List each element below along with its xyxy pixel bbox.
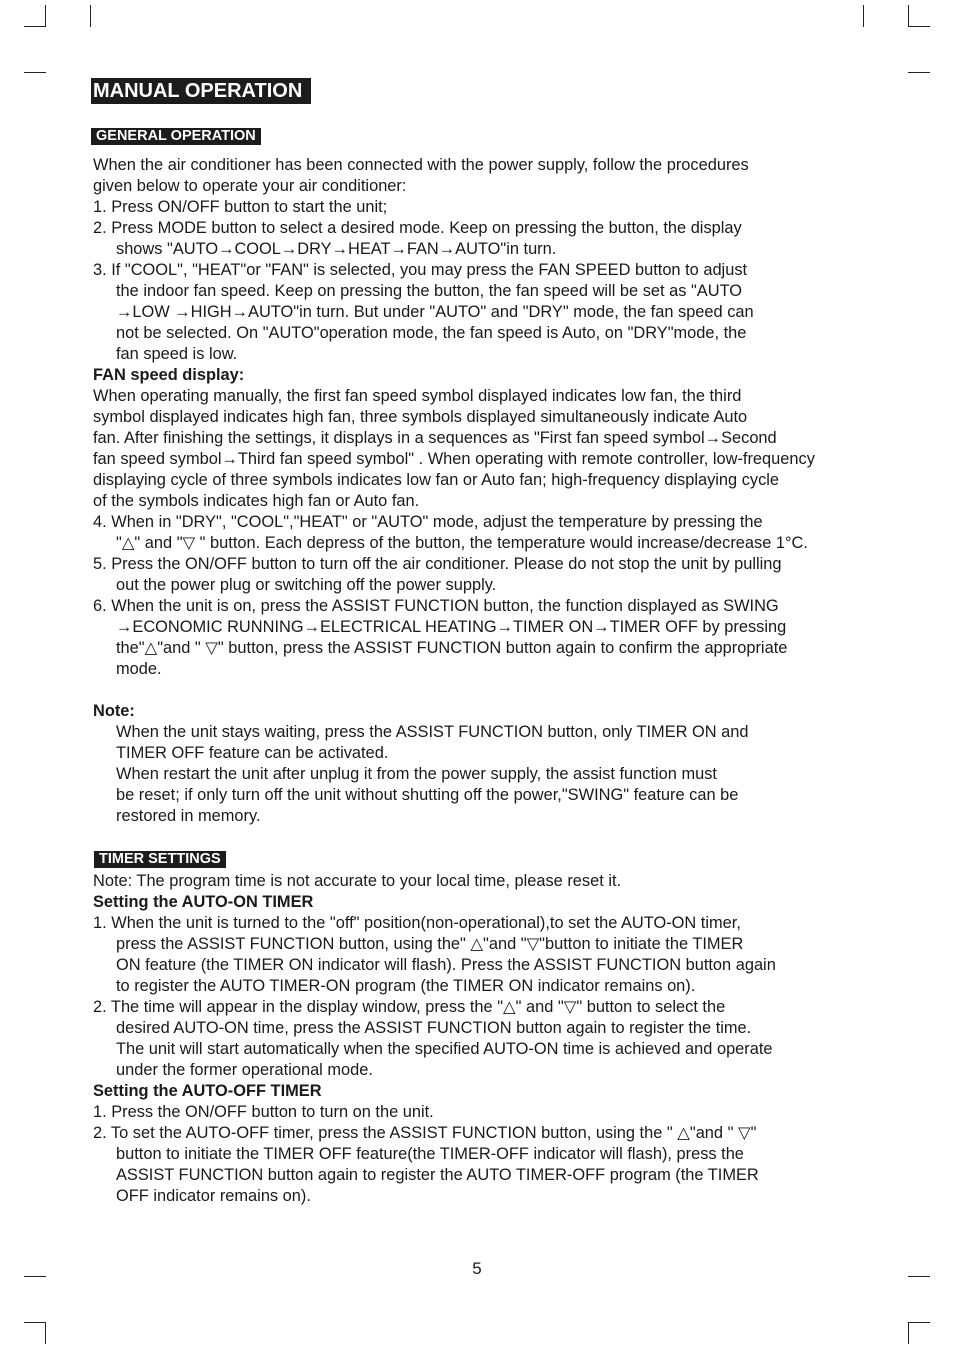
note-heading: Note: [93,702,135,720]
body-line: OFF indicator remains on). [116,1187,311,1205]
body-line: button to initiate the TIMER OFF feature(the TIMER-OFF indicator will flash), press the [116,1145,744,1163]
note-line: restored in memory. [116,807,261,825]
fan-speed-heading: FAN speed display: [93,366,245,384]
body-line: to register the AUTO TIMER-ON program (the TIMER ON indicator remains on). [116,977,696,995]
body-line: displaying cycle of three symbols indicates low fan or Auto fan; high-frequency displaying cycle [93,471,780,489]
body-line: mode. [116,660,162,678]
note-line: be reset; if only turn off the unit without shutting off the power,"SWING" feature can be [116,786,739,804]
timer-settings-heading: TIMER SETTINGS [94,851,226,868]
body-line: →LOW →HIGH→AUTO"in turn. But under "AUTO" and "DRY" mode, the fan speed can [116,303,754,321]
body-line: of the symbols indicates high fan or Auto fan. [93,492,420,510]
body-line: 3. If "COOL", "HEAT"or "FAN" is selected, you may press the FAN SPEED button to adjust [93,261,748,279]
body-line: 2. To set the AUTO-OFF timer, press the ASSIST FUNCTION button, using the " △"and " ▽" [93,1124,757,1142]
body-line: 2. The time will appear in the display window, press the "△" and "▽" button to select the [93,998,726,1016]
body-line: 5. Press the ON/OFF button to turn off the air conditioner. Please do not stop the unit by pulling [93,555,782,573]
crop-mark [908,26,930,27]
body-line: ASSIST FUNCTION button again to register the AUTO TIMER-OFF program (the TIMER [116,1166,759,1184]
body-line: given below to operate your air conditioner: [93,177,407,195]
crop-mark [24,72,46,73]
crop-mark [45,1322,46,1344]
body-line: 6. When the unit is on, press the ASSIST FUNCTION button, the function displayed as SWING [93,597,779,615]
page-number: 5 [472,1259,482,1278]
body-line: the indoor fan speed. Keep on pressing the button, the fan speed will be set as "AUTO [116,282,743,300]
body-line: press the ASSIST FUNCTION button, using the" △"and "▽"button to initiate the TIMER [116,935,744,953]
body-line: When operating manually, the first fan speed symbol displayed indicates low fan, the third [93,387,742,405]
body-line: shows "AUTO→COOL→DRY→HEAT→FAN→AUTO"in turn. [116,240,557,258]
body-line: under the former operational mode. [116,1061,373,1079]
crop-mark [908,72,930,73]
body-line: fan. After finishing the settings, it displays in a sequences as "First fan speed symbol→Second [93,429,777,447]
crop-mark [90,5,91,27]
general-operation-body [93,155,893,827]
timer-settings-body [93,871,893,1207]
page-title: MANUAL OPERATION [91,78,311,104]
body-line: 1. When the unit is turned to the "off" position(non-operational),to set the AUTO-ON timer, [93,914,741,932]
timer-note: Note: The program time is not accurate to your local time, please reset it. [93,872,622,890]
body-line: 1. Press ON/OFF button to start the unit; [93,198,388,216]
body-line: desired AUTO-ON time, press the ASSIST FUNCTION button again to register the time. [116,1019,752,1037]
body-line: fan speed is low. [116,345,238,363]
crop-mark [863,5,864,27]
auto-off-heading: Setting the AUTO-OFF TIMER [93,1082,322,1100]
crop-mark [908,5,909,27]
general-operation-heading: GENERAL OPERATION [91,128,261,145]
body-line: →ECONOMIC RUNNING→ELECTRICAL HEATING→TIMER ON→TIMER OFF by pressing [116,618,787,636]
crop-mark [45,5,46,27]
note-line: TIMER OFF feature can be activated. [116,744,389,762]
body-line: out the power plug or switching off the power supply. [116,576,497,594]
body-line: The unit will start automatically when the specified AUTO-ON time is achieved and operate [116,1040,773,1058]
body-line: 1. Press the ON/OFF button to turn on the unit. [93,1103,434,1121]
crop-mark [24,1322,46,1323]
crop-mark [908,1322,930,1323]
body-line: ON feature (the TIMER ON indicator will flash). Press the ASSIST FUNCTION button again [116,956,776,974]
body-line: fan speed symbol→Third fan speed symbol" . When operating with remote controller, low-frequency [93,450,815,468]
body-line: 2. Press MODE button to select a desired mode. Keep on pressing the button, the display [93,219,742,237]
crop-mark [908,1322,909,1344]
body-line: not be selected. On "AUTO"operation mode, the fan speed is Auto, on "DRY"mode, the [116,324,747,342]
body-line: 4. When in "DRY", "COOL","HEAT" or "AUTO" mode, adjust the temperature by pressing the [93,513,763,531]
auto-on-heading: Setting the AUTO-ON TIMER [93,893,314,911]
body-line: When the air conditioner has been connected with the power supply, follow the procedures [93,156,749,174]
note-line: When restart the unit after unplug it from the power supply, the assist function must [116,765,717,783]
crop-mark [24,26,46,27]
body-line: "△" and "▽ " button. Each depress of the button, the temperature would increase/decrease 1°C. [116,534,808,552]
body-line: the"△"and " ▽" button, press the ASSIST FUNCTION button again to confirm the appropriate [116,639,788,657]
note-line: When the unit stays waiting, press the ASSIST FUNCTION button, only TIMER ON and [116,723,749,741]
body-line: symbol displayed indicates high fan, three symbols displayed simultaneously indicate Auto [93,408,748,426]
